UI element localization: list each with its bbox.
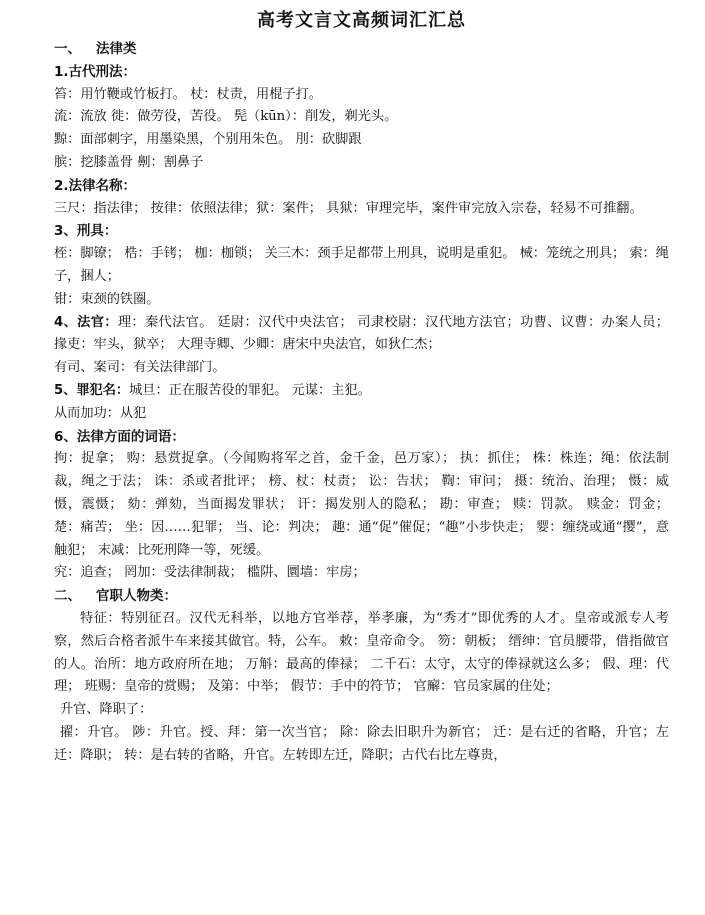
subheading-legal-terms: 6、法律方面的词语： [54,428,185,445]
paragraph-promotion: 擢：升官。 陟：升官。授、拜：第一次当官； 除：除去旧职升为新官； 迁：是右迁的省略，升官；左迁：降职； 转：是右转的省略，升官。左转即左迁，降职；古代右比左尊贵， [54,724,669,763]
subheading-law-names: 2.法律名称： [54,177,137,194]
section-title: 法律类 [96,41,137,57]
text-line: 膑：挖膝盖骨 劓：割鼻子 [54,154,204,170]
subheading-torture-tools: 3、刑具： [54,223,118,240]
text-line: 究：追查； 罔加：受法律制裁； 槛阱、圜墙：牢房； [54,565,366,581]
text-line: 钳：束颈的铁圈。 [54,291,160,307]
paragraph-law-names: 三尺：指法律； 按律：依照法律；狱：案件； 具狱：审理完毕，案件审完放入宗卷，轻易不可推翻。 [54,200,643,216]
section-number: 二、 [54,588,81,605]
section-heading-officials [54,585,669,608]
paragraph-officials: 特征：特别征召。汉代无科举，以地方官举荐，举孝廉，为“秀才”即优秀的人才。皇帝或派专人考察，然后合格者派牛车来接其做官。特，公车。 敕：皇帝命令。 笏：朝板； 缙绅：官员腰带，借指做官的人。治所：地方政府所在地； 万斛：最高的俸禄； 二千石：太守，太守的俸禄就这么多； 假、理：代理； 班赐：皇帝的赏赐； 及第：中举； 假节：手中的符节； 官廨：官员家属的住处； [54,610,669,695]
text-line: 流：流放 徙：做劳役，苦役。 髡（kūn）：削发，剃光头。 [54,109,398,125]
paragraph-torture-tools: 桎：脚镣； 梏：手铐； 枷：枷锁； 关三木：颈手足都带上刑具，说明是重犯。 械：笼统之刑具； 索：绳子，捆人； [54,246,669,284]
text-line: 笞：用竹鞭或竹板打。 杖：杖责，用棍子打。 [54,86,322,102]
subheading-criminals: 5、罪犯名： [54,382,130,398]
paragraph-legal-terms: 拘：捉拿； 购：悬赏捉拿。（今闻购将军之首，金千金，邑万家）； 执：抓住； 株：株连；绳：依法制裁，绳之于法； 诛：杀或者批评； 榜、杖：杖责； 讼：告状； 鞫：审问； 摄：统治、治理； 慑：威慑，震慑； 劾：弹劾，当面揭发罪状； 讦：揭发别人的隐私； 勘：审查； 赎：罚款。 赎金：罚金； 楚：痛苦； 坐：因……犯罪； 当、论：判决； 趣：通“促”催促；“趣”小步快走； 婴：缠绕或通“撄”，意触犯； 末减：比死刑降一等，死缓。 [54,451,669,558]
section-title: 官职人物类： [96,588,177,605]
text-line: 升官、降职了： [60,702,153,718]
criminals-text: 城旦：正在服苦役的罪犯。 元谋：主犯。 [129,382,371,398]
criminals-line [54,380,669,403]
subheading-ancient-punishment: 1.古代刑法： [54,63,137,80]
paragraph-judges-text: 理：秦代法官。 廷尉：汉代中央法官； 司隶校尉：汉代地方法官；功曹、议曹：办案人员； 掾吏：牢头，狱卒； 大理寺卿、少卿：唐宋中央法官，如狄仁杰； [54,314,669,353]
text-line: 有司、案司：有关法律部门。 [54,360,226,376]
section-heading-law [54,38,669,61]
text-line: 从而加功：从犯 [54,405,147,421]
text-line: 黥：面部刺字，用墨染黑，个别用朱色。 刖：砍脚跟 [54,132,362,148]
subheading-judges: 4、法官： [54,314,118,330]
section-number: 一、 [54,41,81,57]
paragraph-judges [54,312,669,358]
document-title: 高考文言文高频词汇汇总 [257,10,466,31]
